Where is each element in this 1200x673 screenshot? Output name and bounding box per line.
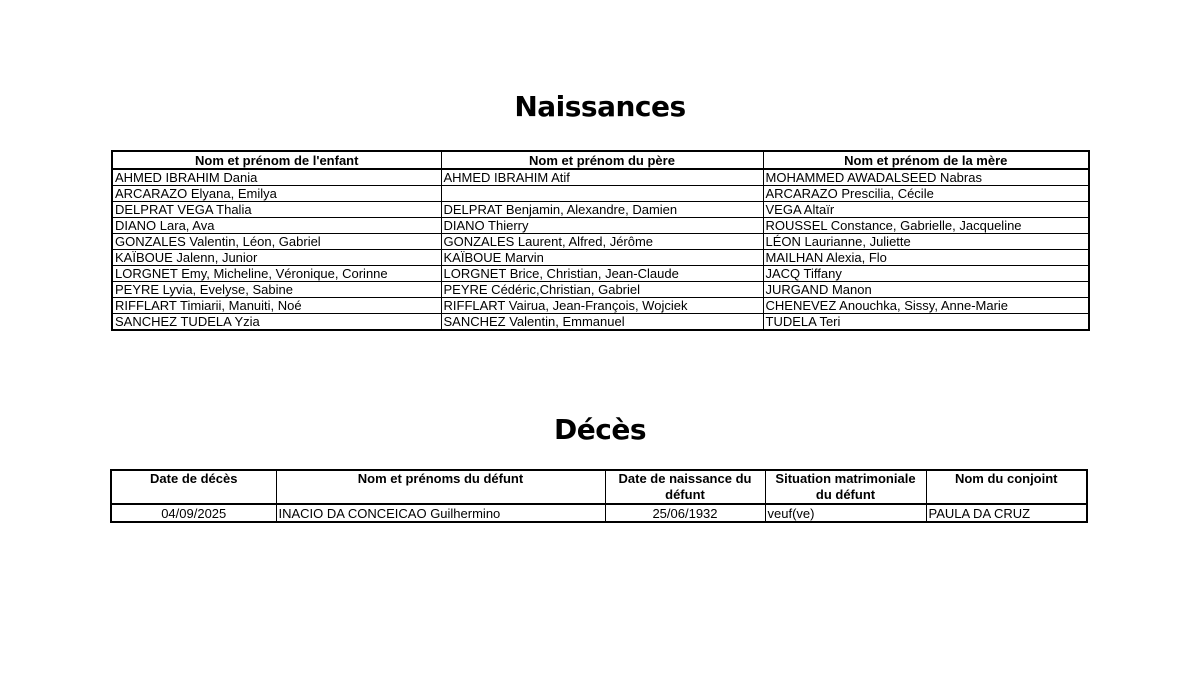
cell-pere: AHMED IBRAHIM Atif [441, 169, 763, 186]
cell-pere: SANCHEZ Valentin, Emmanuel [441, 314, 763, 331]
column-header-date-deces: Date de décès [111, 470, 276, 504]
cell-enfant: SANCHEZ TUDELA Yzia [112, 314, 441, 331]
cell-pere: DELPRAT Benjamin, Alexandre, Damien [441, 202, 763, 218]
table-row [112, 218, 1089, 234]
table-row [112, 202, 1089, 218]
cell-mere: JURGAND Manon [763, 282, 1089, 298]
deces-title: Décès [554, 413, 646, 446]
table-header-row [111, 470, 1087, 504]
cell-situation: veuf(ve) [765, 504, 926, 522]
cell-pere [441, 186, 763, 202]
cell-nom-defunt: INACIO DA CONCEICAO Guilhermino [276, 504, 605, 522]
cell-pere: KAÏBOUE Marvin [441, 250, 763, 266]
cell-mere: CHENEVEZ Anouchka, Sissy, Anne-Marie [763, 298, 1089, 314]
cell-mere: LÉON Laurianne, Juliette [763, 234, 1089, 250]
cell-enfant: DELPRAT VEGA Thalia [112, 202, 441, 218]
cell-enfant: KAÏBOUE Jalenn, Junior [112, 250, 441, 266]
table-row [112, 186, 1089, 202]
column-header-conjoint: Nom du conjoint [926, 470, 1087, 504]
naissances-table [111, 150, 1090, 331]
column-header-nom-defunt: Nom et prénoms du défunt [276, 470, 605, 504]
column-header-enfant: Nom et prénom de l'enfant [112, 151, 441, 169]
cell-mere: JACQ Tiffany [763, 266, 1089, 282]
column-header-pere: Nom et prénom du père [441, 151, 763, 169]
naissances-title: Naissances [514, 90, 686, 123]
deces-table [110, 469, 1088, 523]
column-header-mere: Nom et prénom de la mère [763, 151, 1089, 169]
table-row [112, 169, 1089, 186]
table-row [112, 314, 1089, 331]
cell-mere: ARCARAZO Prescilia, Cécile [763, 186, 1089, 202]
table-header-row [112, 151, 1089, 169]
cell-pere: GONZALES Laurent, Alfred, Jérôme [441, 234, 763, 250]
cell-pere: PEYRE Cédéric,Christian, Gabriel [441, 282, 763, 298]
cell-pere: LORGNET Brice, Christian, Jean-Claude [441, 266, 763, 282]
cell-conjoint: PAULA DA CRUZ [926, 504, 1087, 522]
table-row [111, 504, 1087, 522]
cell-enfant: RIFFLART Timiarii, Manuiti, Noé [112, 298, 441, 314]
table-row [112, 266, 1089, 282]
table-row [112, 282, 1089, 298]
table-row [112, 234, 1089, 250]
cell-pere: RIFFLART Vairua, Jean-François, Wojciek [441, 298, 763, 314]
cell-enfant: AHMED IBRAHIM Dania [112, 169, 441, 186]
cell-mere: MAILHAN Alexia, Flo [763, 250, 1089, 266]
cell-pere: DIANO Thierry [441, 218, 763, 234]
cell-date-deces: 04/09/2025 [111, 504, 276, 522]
cell-date-naissance: 25/06/1932 [605, 504, 765, 522]
cell-enfant: DIANO Lara, Ava [112, 218, 441, 234]
cell-mere: MOHAMMED AWADALSEED Nabras [763, 169, 1089, 186]
cell-mere: TUDELA Teri [763, 314, 1089, 331]
cell-mere: VEGA Altaïr [763, 202, 1089, 218]
cell-enfant: ARCARAZO Elyana, Emilya [112, 186, 441, 202]
cell-enfant: GONZALES Valentin, Léon, Gabriel [112, 234, 441, 250]
table-row [112, 298, 1089, 314]
cell-enfant: PEYRE Lyvia, Evelyse, Sabine [112, 282, 441, 298]
column-header-situation: Situation matrimoniale du défunt [765, 470, 926, 504]
table-row [112, 250, 1089, 266]
cell-enfant: LORGNET Emy, Micheline, Véronique, Corinne [112, 266, 441, 282]
cell-mere: ROUSSEL Constance, Gabrielle, Jacqueline [763, 218, 1089, 234]
column-header-date-naissance: Date de naissance du défunt [605, 470, 765, 504]
